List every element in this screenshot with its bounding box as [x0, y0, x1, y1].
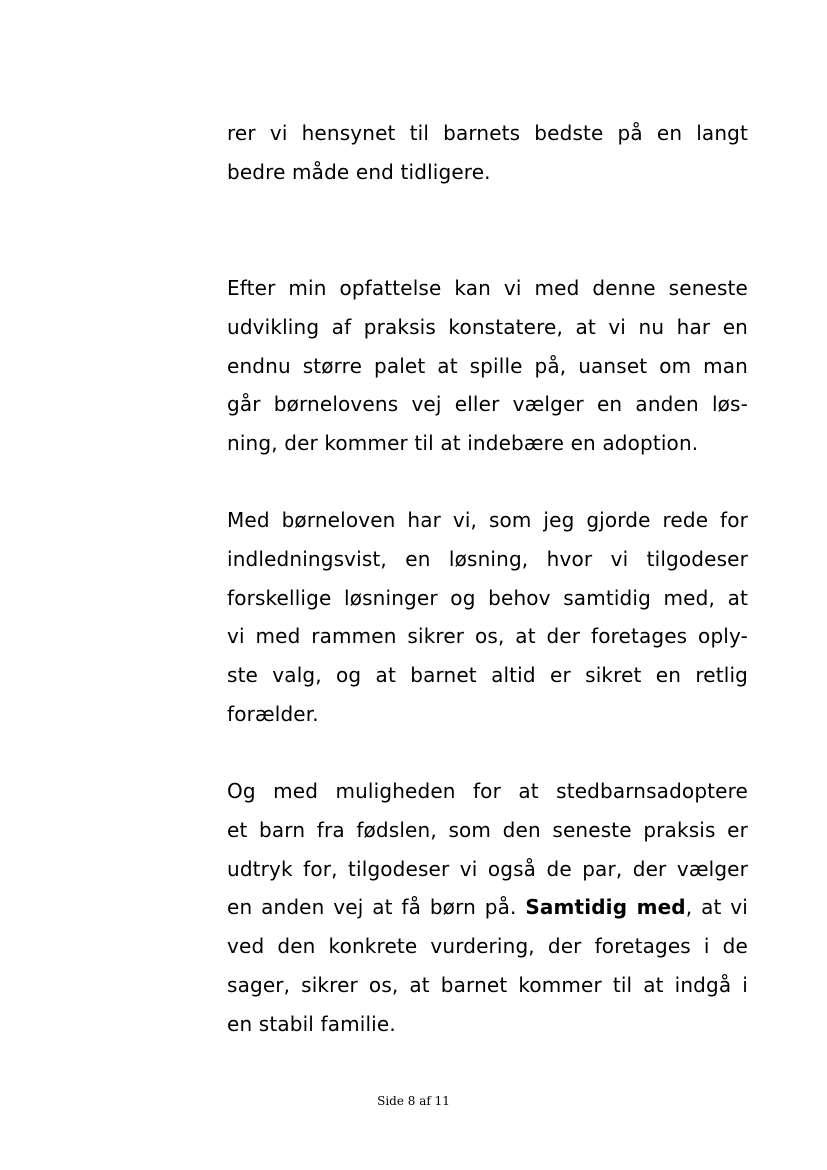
paragraph-line: ved den konkrete vurdering, der foretages i de	[227, 934, 748, 959]
paragraph-line: endnu større palet at spille på, uanset om man	[227, 353, 748, 378]
bold-phrase: Samtidig med	[525, 895, 686, 920]
paragraph-line: sager, sikrer os, at barnet kommer til at indgå i	[227, 972, 748, 997]
paragraph-line: forskellige løsninger og behov samtidig med, at	[227, 585, 748, 610]
paragraph-line: går børnelovens vej eller vælger en anden løs-	[227, 392, 748, 417]
paragraph-3	[227, 501, 748, 734]
paragraph-line: Og med muligheden for at stedbarnsadoptere	[227, 779, 748, 803]
paragraph-line: ste valg, og at barnet altid er sikret en retlig	[227, 663, 748, 688]
paragraph-line: forælder.	[227, 701, 319, 726]
paragraph-line: Med børneloven har vi, som jeg gjorde rede for	[227, 508, 748, 532]
page-number: Side 8 af 11	[377, 1094, 450, 1108]
paragraph-4	[227, 772, 748, 1044]
paragraph-line: udvikling af praksis konstatere, at vi nu har en	[227, 314, 748, 339]
paragraph-line: vi med rammen sikrer os, at der foretages oply-	[227, 624, 748, 649]
paragraph-line: Efter min opfattelse kan vi med denne seneste	[227, 276, 748, 300]
paragraph-2	[227, 269, 748, 463]
paragraph-line-with-bold	[227, 888, 748, 927]
paragraph-line: rer vi hensynet til barnets bedste på en langt	[227, 121, 748, 145]
paragraph-line: ning, der kommer til at indebære en adoption.	[227, 431, 699, 456]
text-run: , at vi	[685, 895, 748, 920]
paragraph-line: udtryk for, tilgodeser vi også de par, der vælger	[227, 856, 748, 881]
paragraph-line: indledningsvist, en løsning, hvor vi tilgodeser	[227, 546, 748, 571]
paragraph-line: et barn fra fødslen, som den seneste praksis er	[227, 817, 748, 842]
paragraph-line: bedre måde end tidligere.	[227, 159, 491, 184]
paragraph-1	[227, 114, 748, 192]
paragraph-line: en stabil familie.	[227, 1011, 396, 1036]
text-run: en anden vej at få børn på.	[227, 895, 517, 920]
